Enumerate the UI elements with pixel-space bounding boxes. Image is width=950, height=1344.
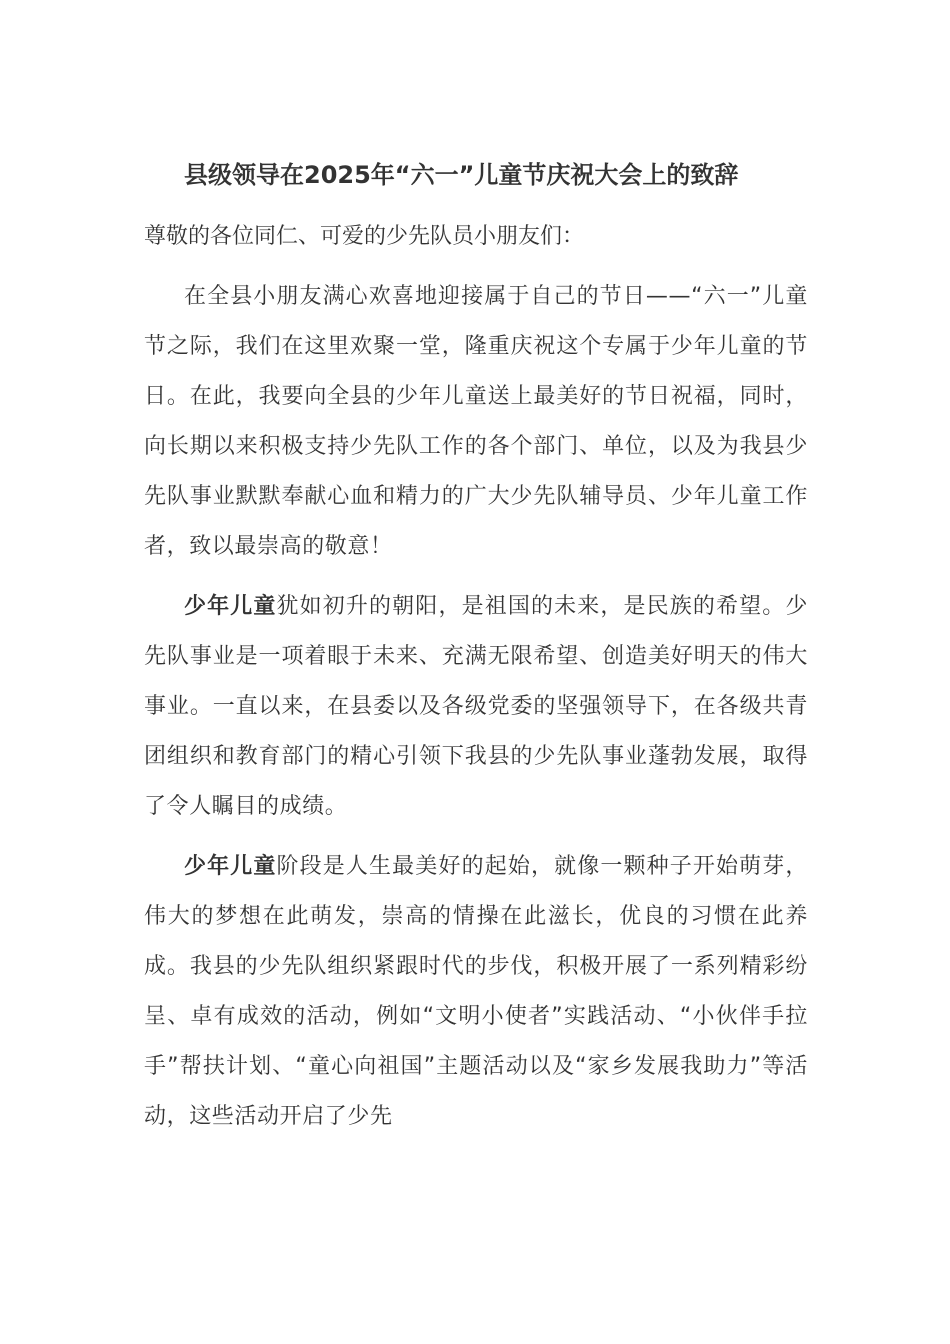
document-body <box>144 150 808 1142</box>
salutation: 尊敬的各位同仁、可爱的少先队员小朋友们： <box>144 224 585 249</box>
paragraph-2-lead: 少年儿童 <box>184 594 277 619</box>
paragraph-1: 在全县小朋友满心欢喜地迎接属于自己的节日——“六一”儿童节之际，我们在这里欢聚一堂，隆重庆祝这个专属于少年儿童的节日。在此，我要向全县的少年儿童送上最美好的节日祝福，同时，向长期以来积极支持少先队工作的各个部门、单位，以及为我县少先队事业默默奉献心血和精力的广大少先队辅导员、少年儿童工作者，致以最崇高的敬意！ <box>144 284 808 559</box>
paragraph-3 <box>144 842 808 1142</box>
paragraph-3-body: 阶段是人生最美好的起始，就像一颗种子开始萌芽，伟大的梦想在此萌发，崇高的情操在此滋长，优良的习惯在此养成。我县的少先队组织紧跟时代的步伐，积极开展了一系列精彩纷呈、卓有成效的活动，例如“文明小使者”实践活动、“小伙伴手拉手”帮扶计划、“童心向祖国”主题活动以及“家乡发展我助力”等活动，这些活动开启了少先 <box>144 854 808 1129</box>
paragraph-3-lead: 少年儿童 <box>184 854 277 879</box>
paragraph-2-body: 犹如初升的朝阳，是祖国的未来，是民族的希望。少先队事业是一项着眼于未来、充满无限希望、创造美好明天的伟大事业。一直以来，在县委以及各级党委的坚强领导下，在各级共青团组织和教育部门的精心引领下我县的少先队事业蓬勃发展，取得了令人瞩目的成绩。 <box>144 594 808 819</box>
paragraph-2 <box>144 582 808 832</box>
document-title: 县级领导在2025年“六一”儿童节庆祝大会上的致辞 <box>184 161 739 189</box>
